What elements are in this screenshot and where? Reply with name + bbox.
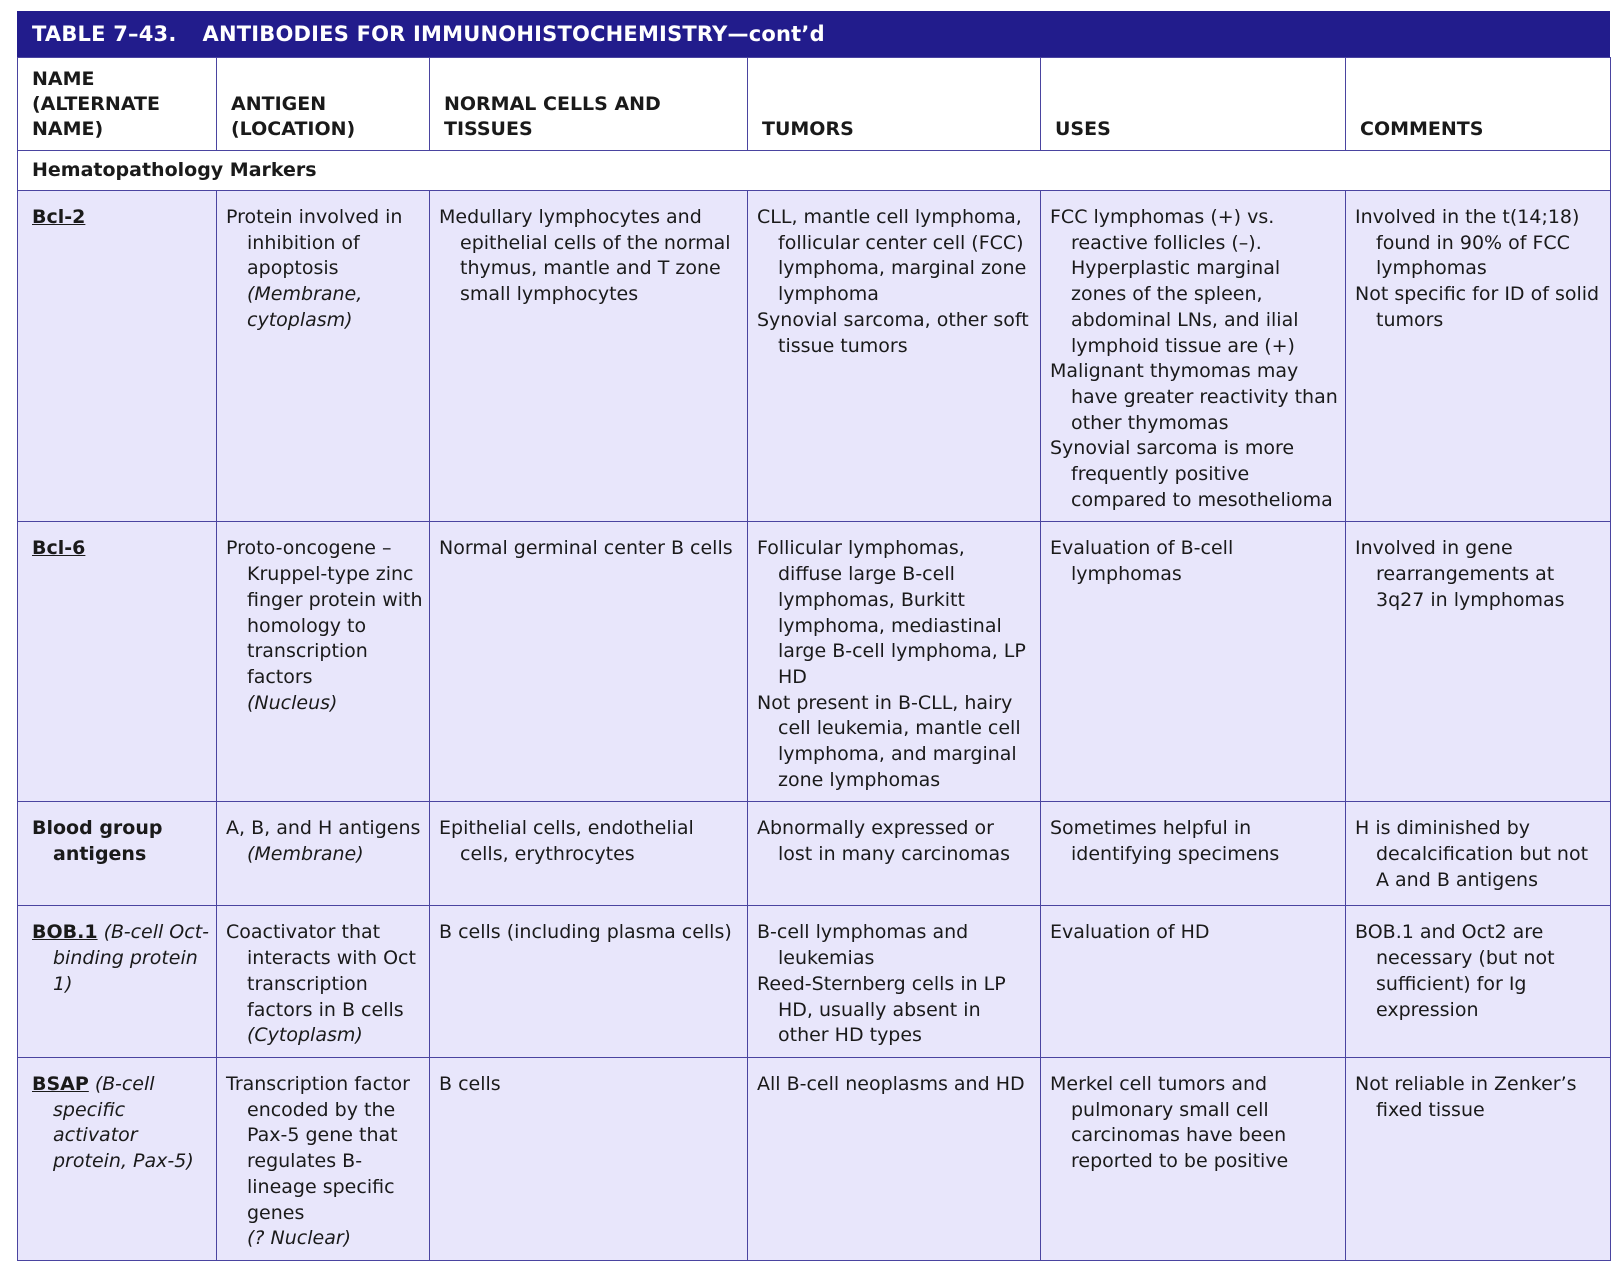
antigen-text: Coactivator that interacts with Oct transcription factors in B cells bbox=[226, 921, 416, 1021]
table-title: ANTIBODIES FOR IMMUNOHISTOCHEMISTRY—cont’d bbox=[202, 22, 825, 46]
antigen-text: Proto-oncogene – Kruppel-type zinc finger protein with homology to transcription factors bbox=[226, 537, 423, 688]
section-row bbox=[18, 151, 1611, 191]
normal-text: Medullary lymphocytes and epithelial cells of the normal thymus, mantle and T zone small lymphocytes bbox=[439, 206, 731, 306]
use-text: Sometimes helpful in identifying specimens bbox=[1050, 817, 1280, 866]
cell-tumors bbox=[748, 802, 1041, 906]
header-name: NAME (ALTERNATE NAME) bbox=[18, 58, 217, 151]
tumor-text: Follicular lymphomas, diffuse large B-cell lymphomas, Burkitt lymphoma, mediastinal large B-cell lymphoma, LP HD bbox=[757, 537, 1026, 688]
table-row bbox=[18, 802, 1611, 906]
use-text: Evaluation of HD bbox=[1050, 921, 1210, 944]
antibody-table bbox=[17, 57, 1611, 1261]
comment-text: Not specific for ID of solid tumors bbox=[1355, 283, 1600, 331]
cell-antigen bbox=[217, 522, 430, 802]
normal-text: B cells bbox=[439, 1072, 501, 1095]
header-row bbox=[18, 58, 1611, 151]
comment-text: BOB.1 and Oct2 are necessary (but not sufficient) for Ig expression bbox=[1355, 921, 1555, 1021]
use-text: Evaluation of B-cell lymphomas bbox=[1050, 537, 1234, 586]
use-text: Synovial sarcoma is more frequently positive compared to mesothelioma bbox=[1050, 437, 1333, 511]
cell-name bbox=[18, 906, 217, 1058]
name-block bbox=[32, 920, 210, 997]
cell-comments bbox=[1346, 1057, 1611, 1260]
cell-comments bbox=[1346, 191, 1611, 522]
cell-antigen bbox=[217, 802, 430, 906]
table-title-bar bbox=[17, 11, 1610, 57]
tumor-text: Synovial sarcoma, other soft tissue tumors bbox=[757, 308, 1029, 357]
cell-name bbox=[18, 191, 217, 522]
cell-uses bbox=[1041, 191, 1346, 522]
antibody-name: Bcl-6 bbox=[32, 537, 86, 560]
tumor-text: Reed-Sternberg cells in LP HD, usually absent in other HD types bbox=[757, 972, 1006, 1047]
cell-name bbox=[18, 802, 217, 906]
header-tumors: TUMORS bbox=[748, 58, 1041, 151]
table-row bbox=[18, 191, 1611, 522]
tumor-text: Abnormally expressed or lost in many carcinomas bbox=[757, 817, 1011, 866]
table-row bbox=[18, 906, 1611, 1058]
antibody-alternate-name: (B-cell Oct-binding protein 1) bbox=[53, 921, 210, 995]
normal-text: Normal germinal center B cells bbox=[439, 537, 733, 560]
cell-comments bbox=[1346, 802, 1611, 906]
table-number: TABLE 7–43. bbox=[32, 22, 177, 46]
cell-normal-tissues bbox=[430, 1057, 748, 1260]
cell-comments bbox=[1346, 906, 1611, 1058]
name-block bbox=[32, 1072, 210, 1175]
cell-antigen bbox=[217, 191, 430, 522]
cell-name bbox=[18, 522, 217, 802]
cell-normal-tissues bbox=[430, 191, 748, 522]
antibody-name: BOB.1 bbox=[32, 921, 98, 944]
header-comments: COMMENTS bbox=[1346, 58, 1611, 151]
normal-text: Epithelial cells, endothelial cells, erythrocytes bbox=[439, 817, 694, 866]
cell-uses bbox=[1041, 1057, 1346, 1260]
cell-antigen bbox=[217, 906, 430, 1058]
antigen-location: (Nucleus) bbox=[247, 691, 338, 714]
antibody-name: Bcl-2 bbox=[32, 206, 86, 228]
antigen-text: Protein involved in inhibition of apoptosis bbox=[226, 206, 403, 280]
comment-text: Not reliable in Zenker’s fixed tissue bbox=[1355, 1072, 1577, 1121]
cell-tumors bbox=[748, 906, 1041, 1058]
antigen-location: (Cytoplasm) bbox=[247, 1024, 363, 1047]
cell-tumors bbox=[748, 191, 1041, 522]
cell-tumors bbox=[748, 1057, 1041, 1260]
antigen-location: (Membrane) bbox=[247, 843, 364, 866]
name-block bbox=[32, 205, 210, 231]
cell-name bbox=[18, 1057, 217, 1260]
tumor-text: All B-cell neoplasms and HD bbox=[757, 1072, 1025, 1095]
header-antigen: ANTIGEN (LOCATION) bbox=[217, 58, 430, 151]
tumor-text: Not present in B-CLL, hairy cell leukemia, mantle cell lymphoma, and marginal zone lymphomas bbox=[757, 691, 1021, 791]
antigen-text: A, B, and H antigens bbox=[226, 817, 421, 840]
cell-normal-tissues bbox=[430, 522, 748, 802]
header-uses: USES bbox=[1041, 58, 1346, 151]
use-text: FCC lymphomas (+) vs. reactive follicles (–). Hyperplastic marginal zones of the spleen, abdominal LNs, and ilial lymphoid tissue are (+) bbox=[1050, 206, 1299, 357]
comment-text: H is diminished by decalcification but not A and B antigens bbox=[1355, 817, 1589, 891]
table-row bbox=[18, 522, 1611, 802]
cell-normal-tissues bbox=[430, 906, 748, 1058]
antigen-location: (? Nuclear) bbox=[247, 1227, 352, 1250]
antigen-text: Transcription factor encoded by the Pax-5 gene that regulates B-lineage specific genes bbox=[226, 1072, 410, 1224]
comment-text: Involved in the t(14;18) found in 90% of FCC lymphomas bbox=[1355, 206, 1580, 280]
tumor-text: B-cell lymphomas and leukemias bbox=[757, 921, 969, 970]
normal-text: B cells (including plasma cells) bbox=[439, 921, 732, 944]
antigen-location: (Membrane, cytoplasm) bbox=[247, 283, 363, 331]
tumor-text: CLL, mantle cell lymphoma, follicular center cell (FCC) lymphoma, marginal zone lymphoma bbox=[757, 206, 1027, 306]
use-text: Malignant thymomas may have greater reactivity than other thymomas bbox=[1050, 360, 1338, 434]
cell-normal-tissues bbox=[430, 802, 748, 906]
cell-uses bbox=[1041, 522, 1346, 802]
cell-comments bbox=[1346, 522, 1611, 802]
cell-antigen bbox=[217, 1057, 430, 1260]
cell-uses bbox=[1041, 906, 1346, 1058]
antibody-table-container bbox=[17, 11, 1610, 1261]
table-row bbox=[18, 1057, 1611, 1260]
antibody-alternate-name: (B-cell specific activator protein, Pax-5) bbox=[53, 1072, 194, 1173]
section-title: Hematopathology Markers bbox=[18, 151, 1611, 191]
header-normal: NORMAL CELLS AND TISSUES bbox=[430, 58, 748, 151]
cell-tumors bbox=[748, 522, 1041, 802]
comment-text: Involved in gene rearrangements at 3q27 in lymphomas bbox=[1355, 537, 1565, 611]
use-text: Merkel cell tumors and pulmonary small cell carcinomas have been reported to be positive bbox=[1050, 1072, 1289, 1173]
name-block bbox=[32, 816, 210, 867]
cell-uses bbox=[1041, 802, 1346, 906]
antibody-name: Blood group antigens bbox=[32, 817, 163, 866]
name-block bbox=[32, 536, 210, 562]
antibody-name: BSAP bbox=[32, 1072, 89, 1095]
